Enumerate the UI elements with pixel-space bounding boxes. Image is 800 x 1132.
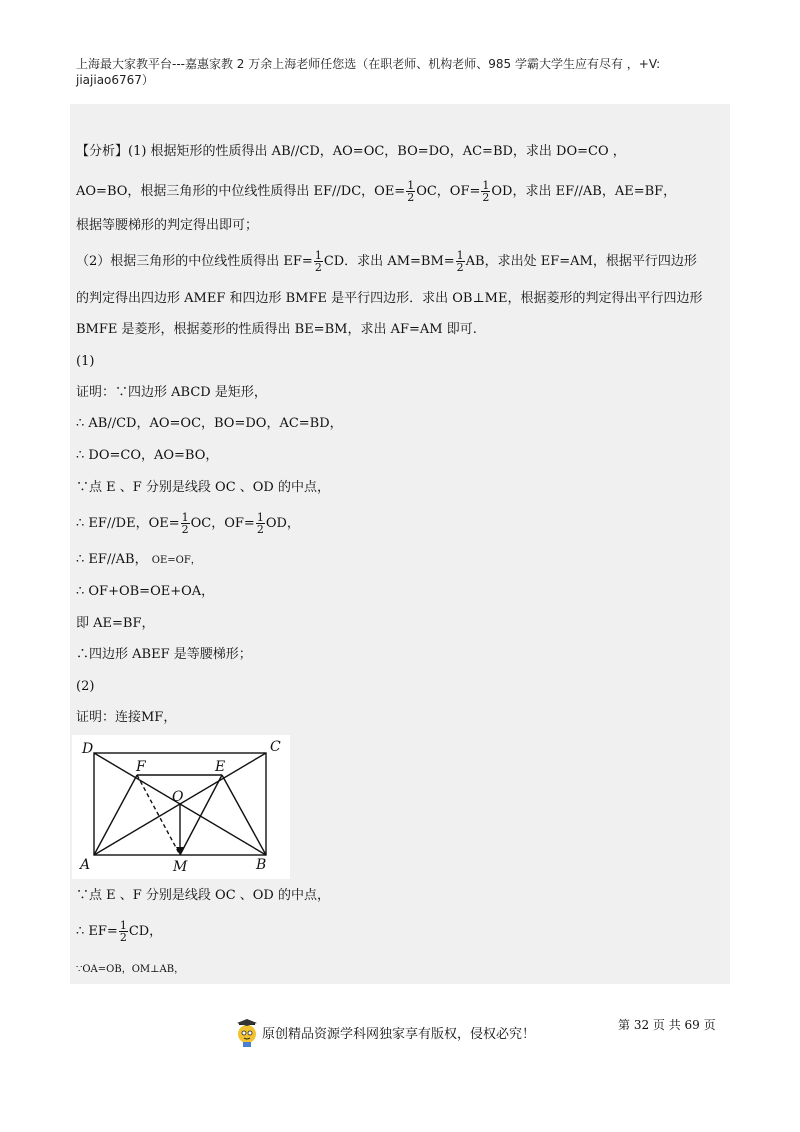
label-e: E <box>215 759 226 775</box>
label-a: A <box>80 857 91 873</box>
analysis-line-6: BMFE 是菱形，根据菱形的性质得出 BE=BM，求出 AF=AM 即可. <box>76 322 477 337</box>
segment-mf-dashed <box>137 775 180 855</box>
part1-line-5: ∴ EF//DE，OE= $\frac{1}{2}$ OC，OF= $\frac{1}{2}$ OD， <box>76 511 300 536</box>
fraction-half: $\frac{1}{2}$ <box>407 179 415 204</box>
label-c: C <box>270 739 281 755</box>
part1-line-1: 证明：∵四边形 ABCD 是矩形， <box>76 385 267 400</box>
fraction-half: $\frac{1}{2}$ <box>314 249 322 274</box>
label-o: O <box>172 789 184 805</box>
analysis-line-4: （2）根据三角形的中位线性质得出 EF= $\frac{1}{2}$ CD．求出 AM=BM= $\frac{1}{2}$ AB，求出处 EF=AM，根据平行四边形 <box>76 249 697 274</box>
part2-label: (2) <box>76 679 95 694</box>
page-header <box>76 56 736 88</box>
segment-me <box>180 775 222 855</box>
fraction-half: $\frac{1}{2}$ <box>181 511 189 536</box>
part2-line-2: ∵点 E 、F 分别是线段 OC 、OD 的中点， <box>76 888 330 903</box>
analysis-line-3: 根据等腰梯形的判定得出即可； <box>76 218 259 233</box>
part1-line-4: ∵点 E 、F 分别是线段 OC 、OD 的中点， <box>76 480 330 495</box>
fraction-half: $\frac{1}{2}$ <box>119 919 127 944</box>
geometry-figure <box>72 735 290 879</box>
part1-label: (1) <box>76 354 95 369</box>
label-b: B <box>256 857 267 873</box>
part1-line-6: ∴ EF//AB， OE=OF， <box>76 552 201 567</box>
header-line-2: jiajiao6767） <box>76 73 154 87</box>
part2-line-3: ∴ EF= $\frac{1}{2}$ CD， <box>76 919 163 944</box>
fraction-half: $\frac{1}{2}$ <box>482 179 490 204</box>
label-f: F <box>136 759 146 775</box>
copyright-notice: 原创精品资源学科网独家享有版权，侵权必究！ <box>262 1027 536 1042</box>
part2-line-4: ∵OA=OB，OM⊥AB， <box>76 964 185 975</box>
page-indicator: 第 32 页 共 69 页 <box>618 1018 716 1032</box>
mascot-icon <box>234 1018 260 1048</box>
analysis-line-5: 的判定得出四边形 AMEF 和四边形 BMFE 是平行四边形．求出 OB⊥ME，根据菱形的判定得出平行四边形 <box>76 291 703 306</box>
rectangle-diagram <box>72 735 290 879</box>
part1-line-2: ∴ AB//CD，AO=OC，BO=DO，AC=BD， <box>76 416 343 431</box>
label-m: M <box>173 859 188 875</box>
fraction-half: $\frac{1}{2}$ <box>456 249 464 274</box>
fraction-half: $\frac{1}{2}$ <box>256 511 264 536</box>
part1-line-7: ∴ OF+OB=OE+OA， <box>76 584 215 599</box>
part2-line-1: 证明：连接MF， <box>76 710 177 725</box>
header-line-1: 上海最大家教平台---嘉惠家教 2 万余上海老师任您选（在职老师、机构老师、985 学霸大学生应有尽有 ，+V: <box>76 57 661 71</box>
segment-be <box>222 775 266 855</box>
part1-line-8: 即 AE=BF， <box>76 616 155 631</box>
part1-line-9: ∴四边形 ABEF 是等腰梯形； <box>76 647 252 662</box>
label-d: D <box>82 741 94 757</box>
part1-line-3: ∴ DO=CO，AO=BO， <box>76 448 219 463</box>
analysis-line-2: AO=BO，根据三角形的中位线性质得出 EF//DC，OE= $\frac{1}{2}$ OC，OF= $\frac{1}{2}$ OD，求出 EF//AB，AE=BF， <box>76 179 677 204</box>
analysis-line-1: 【分析】(1) 根据矩形的性质得出 AB//CD，AO=OC，BO=DO，AC=BD，求出 DO=CO ， <box>76 144 626 159</box>
